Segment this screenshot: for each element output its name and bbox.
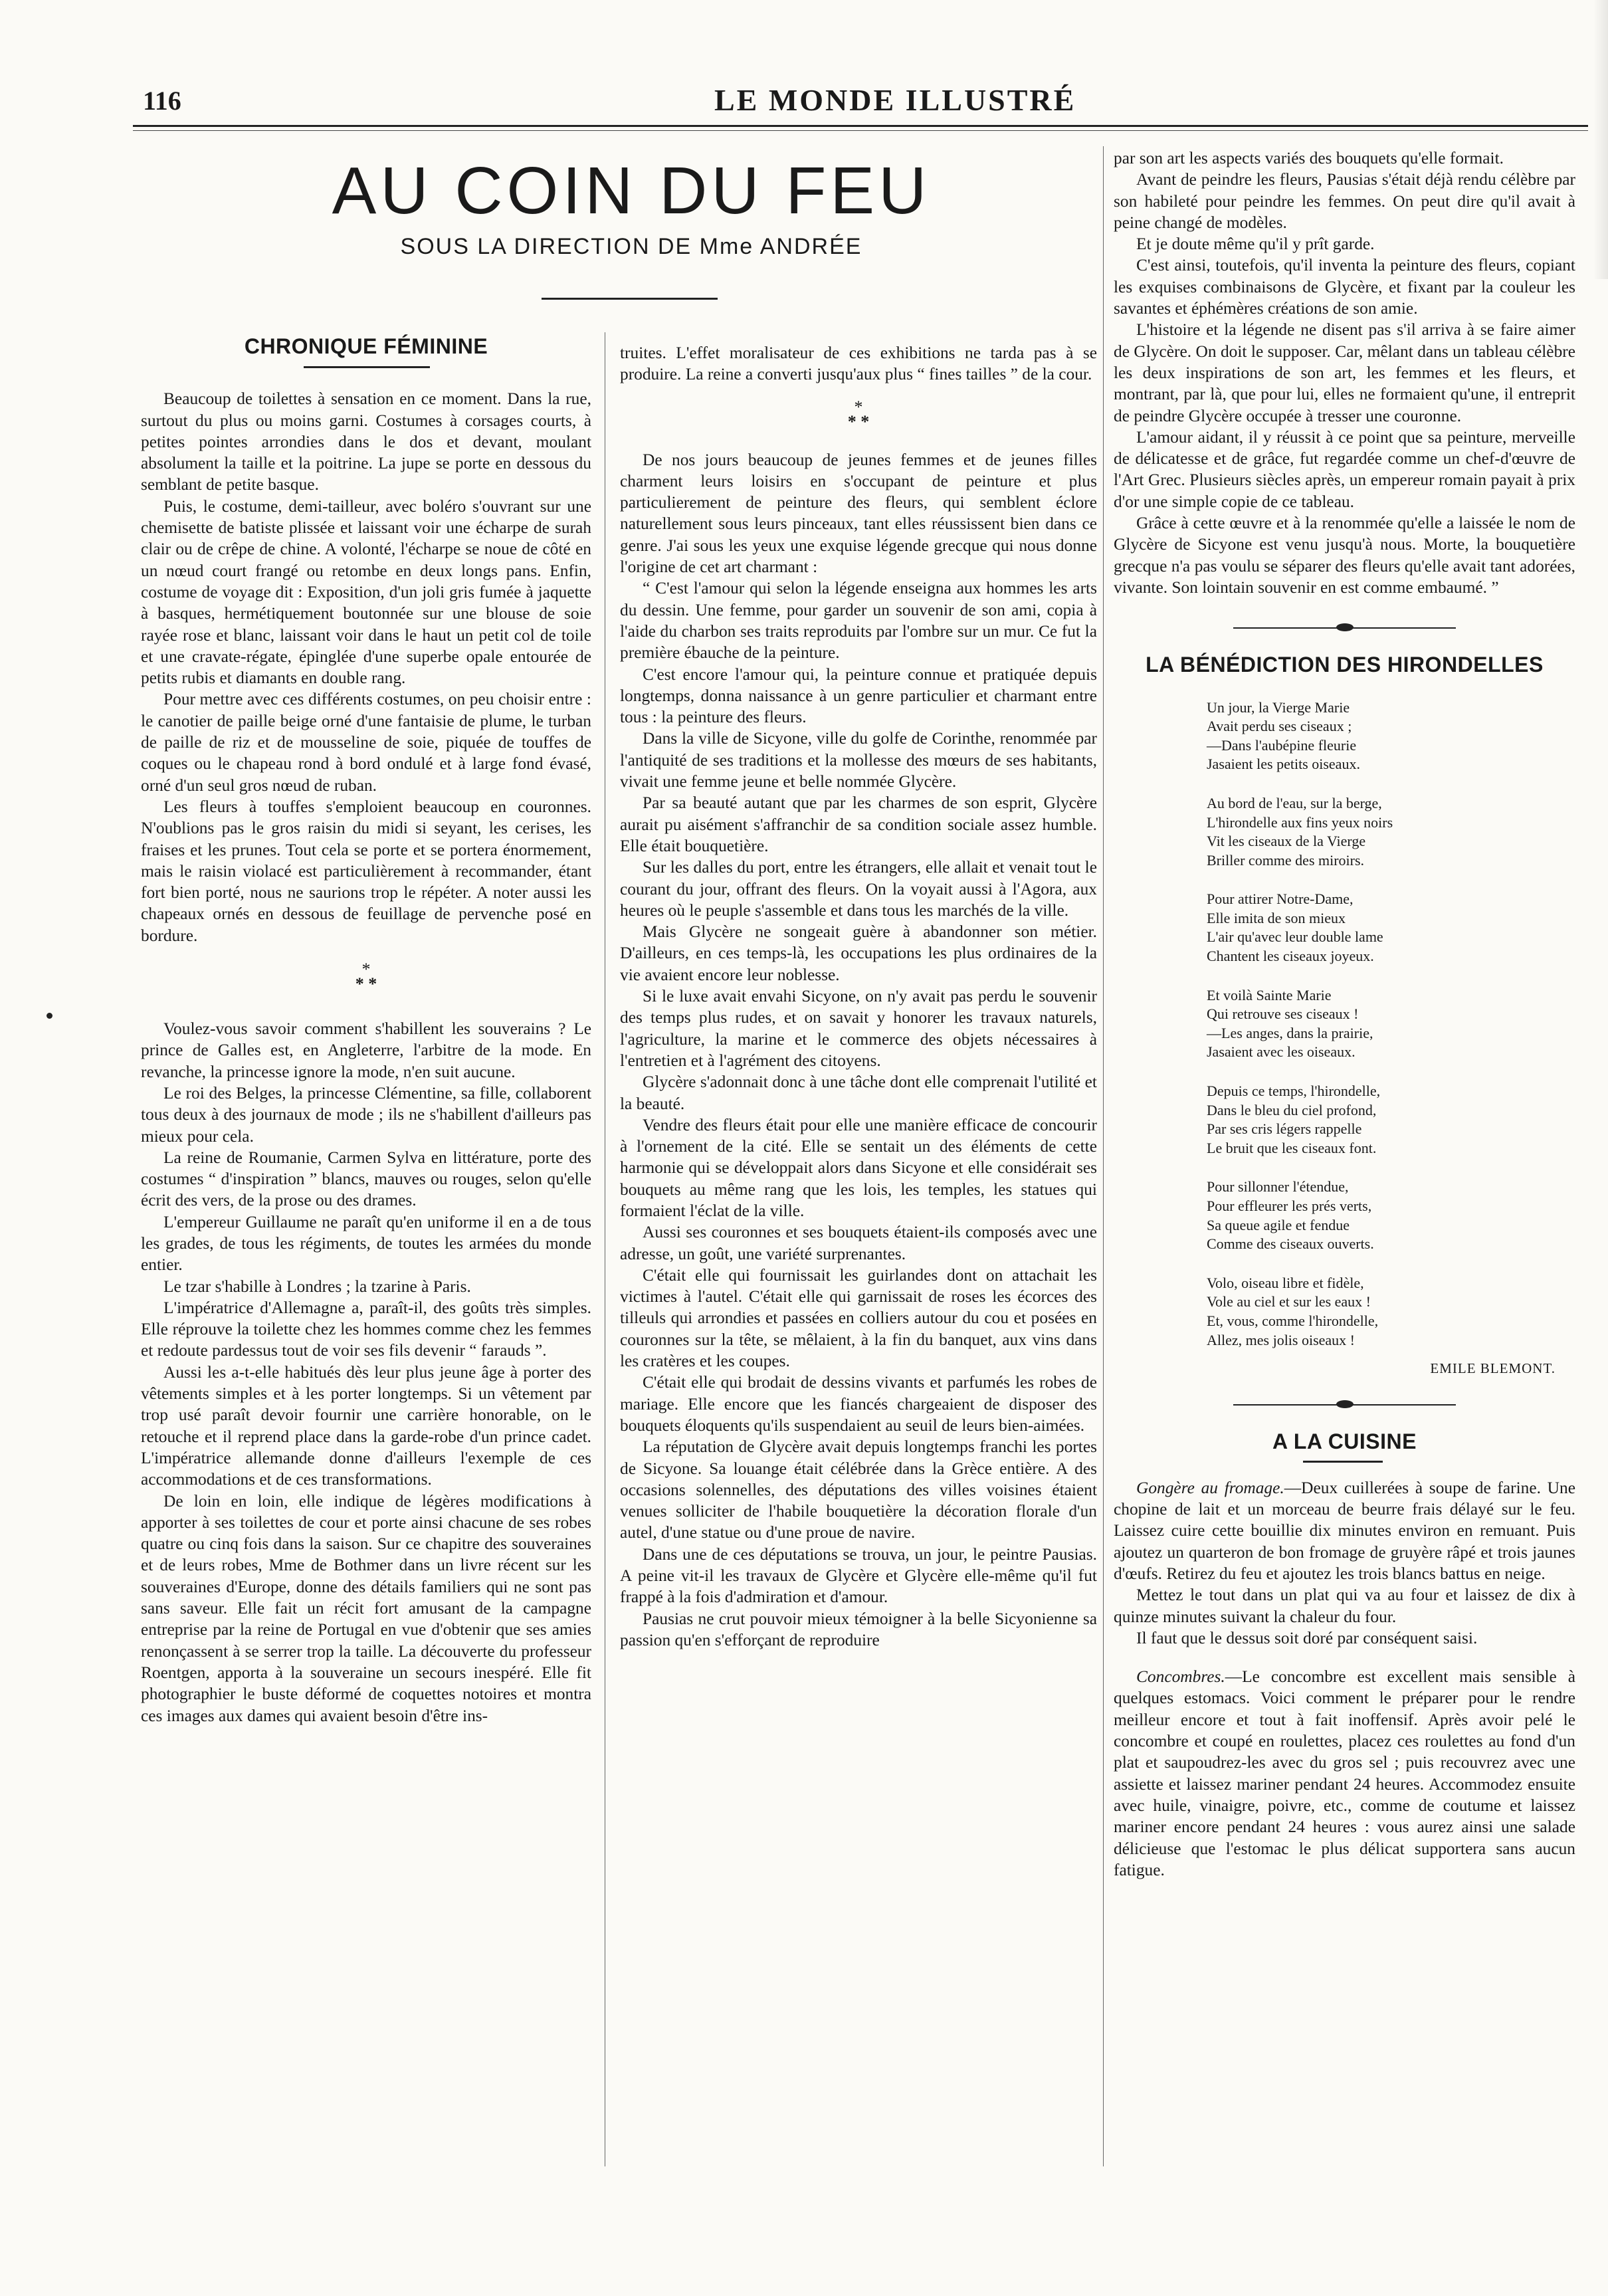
recipe-gougere-text: —Deux cuillerées à soupe de farine. Une chopine de lait et un morceau de beurre frais délayé sur le feu. Laissez cuire cette bouillie dix minutes environ en remuant. Puis ajoutez un quarteron de bon fromage de gruyère râpé et trois jaunes d'œufs. Retirez du feu et ajoutez les trois blancs battus en neige. <box>1114 1478 1575 1583</box>
cuisine-heading: A LA CUISINE <box>1272 1429 1417 1454</box>
poem-stanza <box>1207 1178 1575 1253</box>
poem-stanza <box>1207 1082 1575 1158</box>
paragraph: Vendre des fleurs était pour elle une manière efficace de concourir à l'ornement de la cité. Elle se sentait un des éléments de cette harmonie qui se développait alors dans Sicyone et elle considérait ses bouquets au même rang que les lois, les temples, les statues qui formaient l'éclat de la ville. <box>620 1115 1097 1220</box>
poem <box>1207 698 1575 1350</box>
chronique-col3 <box>1114 148 1575 598</box>
paragraph: C'est encore l'amour qui, la peinture connue et pratiquée depuis longtemps, donna naissance à un genre particulier et charmant entre tous : la peinture des fleurs. <box>620 665 1097 727</box>
poem-line: Pour effleurer les prés verts, <box>1207 1198 1372 1214</box>
poem-line: Jasaient les petits oiseaux. <box>1207 756 1360 773</box>
paragraph: La reine de Roumanie, Carmen Sylva en littérature, porte des costumes “ d'inspiration ” blancs, mauves ou rouges, selon qu'elle écrit des vers, de la prose ou des drames. <box>141 1148 591 1210</box>
paragraph: Le tzar s'habille à Londres ; la tzarine à Paris. <box>163 1277 471 1296</box>
subtitle-rule <box>542 298 718 300</box>
recipe-gougere-title: Gongère au fromage. <box>1136 1478 1284 1497</box>
paragraph: Sur les dalles du port, entre les étrangers, elle allait et venait tout le courant du jour, offrant des fleurs. On la voyait aussi à l'Agora, aux heures où le peuple s'assemble et dans tous les marchés de la ville. <box>620 858 1097 920</box>
paragraph: Aussi ses couronnes et ses bouquets étaient-ils composés avec une adresse, un goût, une variété surprenantes. <box>620 1223 1097 1263</box>
separator-stars-pair <box>620 411 1097 431</box>
poem-line: Et, vous, comme l'hirondelle, <box>1207 1312 1379 1329</box>
poem-line: Dans le bleu du ciel profond, <box>1207 1101 1377 1118</box>
poem-line: Depuis ce temps, l'hirondelle, <box>1207 1083 1381 1100</box>
poem-line: Au bord de l'eau, sur la berge, <box>1207 794 1382 811</box>
paragraph: L'empereur Guillaume ne paraît qu'en uniforme il en a de tous les grades, de tous les régiments, de toutes les armées du monde entier. <box>141 1212 591 1275</box>
paragraph: Pour mettre avec ces différents costumes, on peu choisir entre : le canotier de paille beige orné d'une fantaisie de plume, le turban de paille de riz et de mousseline de soie, piquée de touffes de coques ou le chapeau rond à bord ondulé et à large fond évasé, orné d'un seul gros nœud de ruban. <box>141 690 591 795</box>
recipe-concombres <box>1114 1666 1575 1881</box>
poem-line: L'hirondelle aux fins yeux noirs <box>1207 813 1393 831</box>
poem-line: —Les anges, dans la prairie, <box>1207 1024 1373 1041</box>
paragraph: Voulez-vous savoir comment s'habillent les souverains ? Le prince de Galles est, en Angleterre, l'arbitre de la mode. En revanche, la princesse ignore la mode, n'en suit aucune. <box>141 1019 591 1081</box>
poem-line: Jasaient avec les oiseaux. <box>1207 1043 1356 1061</box>
page-edge-shadow <box>1593 0 1608 279</box>
header-rule-thin <box>133 130 1588 131</box>
chronique-heading-rule <box>304 366 430 368</box>
paragraph: La réputation de Glycère avait depuis longtemps franchi les portes de Sicyone. Sa louange était célébrée dans la Grèce entière. A des occasions solennelles, des députations des villes voisines étaient venues solliciter de l'habile bouquetière la décoration florale d'un autel, d'une statue ou d'une proue de navire. <box>620 1437 1097 1542</box>
ornament-divider-2 <box>1114 1398 1575 1411</box>
separator-stars-1 <box>141 960 591 994</box>
column-1 <box>141 336 591 1726</box>
poem-author: EMILE BLEMONT. <box>1430 1360 1556 1377</box>
poem-line: Vit les ciseaux de la Vierge <box>1207 833 1366 850</box>
paragraph: L'amour aidant, il y réussit à ce point que sa peinture, merveille de délicatesse et de grâce, fut regardée comme un chef-d'œuvre de l'Art Grec. Plusieurs siècles après, un empereur romain payait à prix d'or une simple copie de ce tableau. <box>1114 427 1575 511</box>
paragraph: C'est ainsi, toutefois, qu'il inventa la peinture des fleurs, copiant les exquises combinaisons de Glycère, et fixant par la couleur les savantes et éphémères créations de son amie. <box>1114 256 1575 318</box>
recipe-gougere <box>1114 1477 1575 1584</box>
separator-star: * <box>847 411 856 431</box>
chronique-heading: CHRONIQUE FÉMININE <box>244 334 488 358</box>
cuisine-heading-rule <box>1303 1461 1383 1463</box>
paragraph: Avant de peindre les fleurs, Pausias s'était déjà rendu célèbre par son habileté pour peindre les femmes. On peut dire qu'il avait à peine changé de modèles. <box>1114 170 1575 232</box>
poem-line: Le bruit que les ciseaux font. <box>1207 1139 1377 1156</box>
paragraph: Les fleurs à touffes s'emploient beaucoup en couronnes. N'oublions pas le gros raisin du midi si seyant, les cerises, les fraises et les prunes. Tout cela se porte et se portera énormement, mais le raisin violacé est particulièrement à recommander, étant fort bien porté, nous ne saurions trop le répéter. A noter aussi les chapeaux ornés en dessous de feuillage de pervenche posé en bordure. <box>141 797 591 945</box>
paragraph: Dans la ville de Sicyone, ville du golfe de Corinthe, renommée par l'antiquité de ses traditions et la mollesse des mœurs de ses habitants, vivait une femme jeune et belle nommée Glycère. <box>620 729 1097 791</box>
poem-stanza <box>1207 794 1575 870</box>
separator-star: * <box>361 960 371 980</box>
recipe-concombres-text: —Le concombre est excellent mais sensible à quelques estomacs. Voici comment le préparer pour le rendre meilleur encore et tout à fait inoffensif. Après avoir pelé le concombre et coupé en roulettes, placez ces roulettes au fond d'un plat et saupoudrez-les avec du gros sel ; puis recouvrez avec une assiette et laissez mariner pendant 24 heures. Accommodez ensuite avec huile, vinaigre, poivre, etc., comme de coutume et laissez mariner encore pendant 24 heures : vous aurez ainsi une salade délicieuse que l'estomac le plus délicat supportera sans aucun fatigue. <box>1114 1667 1575 1879</box>
paragraph: Par sa beauté autant que par les charmes de son esprit, Glycère aurait pu aisément s'affranchir de sa condition sociale assez humble. Elle était bouquetière. <box>620 793 1097 855</box>
poem-line: Elle imita de son mieux <box>1207 909 1346 926</box>
separator-star: * <box>854 397 863 417</box>
separator-star: * <box>368 974 377 994</box>
page-number: 116 <box>143 86 181 116</box>
poem-line: Et voilà Sainte Marie <box>1207 986 1332 1003</box>
benediction-heading: LA BÉNÉDICTION DES HIRONDELLES <box>1146 653 1544 677</box>
paragraph: Pausias ne crut pouvoir mieux témoigner à la belle Sicyonienne sa passion qu'en s'efforçant de reproduire <box>620 1609 1097 1649</box>
paragraph: “ C'est l'amour qui selon la légende enseigna aux hommes les arts du dessin. Une femme, pour garder un souvenir de son ami, copia à l'aide du charbon ses traits reproduits par l'ombre sur un mur. Ce fut la première ébauche de la peinture. <box>620 579 1097 663</box>
paragraph: Beaucoup de toilettes à sensation en ce moment. Dans la rue, surtout du plus ou moins garni. Costumes à corsages courts, à petites pointes arrondies dans le dos et devant, moulant absolument la taille et la poitrine. La jupe se porte en dessous du semblant de petite basque. <box>141 389 591 494</box>
paragraph: Et je doute même qu'il y prît garde. <box>1136 235 1375 254</box>
paragraph: De nos jours beaucoup de jeunes femmes et de jeunes filles charment leurs loisirs en s'occupant de peinture et plus particulierement de peinture des fleurs, qui semblent éclore naturellement sous leurs pinceaux, tant elles réussissent bien dans ce genre. J'ai sous les yeux une exquise légende grecque qui nous donne l'origine de cet art charmant : <box>620 450 1097 577</box>
chronique-col2-part1 <box>620 342 1097 385</box>
stray-mark <box>47 1013 52 1019</box>
paragraph: par son art les aspects variés des bouquets qu'elle formait. <box>1114 149 1504 167</box>
paragraph: Grâce à cette œuvre et à la renommée qu'elle a laissée le nom de Glycère de Sicyone est venu jusqu'à nous. Morte, la bouquetière grecque n'a pas voulu se séparer des fleurs qu'elle avait tant adorées, vivante. Son lointain souvenir en est comme embaumé. ” <box>1114 514 1575 597</box>
poem-stanza <box>1207 1274 1575 1350</box>
paragraph: Mettez le tout dans un plat qui va au four et laissez de dix à quinze minutes suivant la chaleur du four. <box>1114 1586 1575 1626</box>
paragraph: Dans une de ces députations se trouva, un jour, le peintre Pausias. A peine vit-il les travaux de Glycère et Glycère elle-même qu'il fut frappé à la fois d'admiration et d'amour. <box>620 1544 1097 1607</box>
paragraph: Si le luxe avait envahi Sicyone, on n'y avait pas perdu le souvenir des temps plus rudes, et on savait y honorer les travaux naturels, l'agriculture, la marine et le commerce des objets nécessaires à l'entretien et à l'agrément des citoyens. <box>620 987 1097 1070</box>
paragraph: Aussi les a-t-elle habitués dès leur plus jeune âge à porter des vêtements simples et à les porter longtemps. Si un vêtement par trop usé paraît devoir fournir une carrière honorable, on le retouche et il reprend place dans la garde-robe d'un prince cadet. L'impératrice allemande donne d'ailleurs l'exemple de ces accommodations et de ces transformations. <box>141 1362 591 1489</box>
paragraph: C'était elle qui brodait de dessins vivants et parfumés les robes de mariage. Elle encore que les fiancés chargeaient de disposer des bouquets éloquents qu'ils suspendaient au seuil de leurs bien-aimées. <box>620 1373 1097 1435</box>
paragraph: Mais Glycère ne songeait guère à abandonner son métier. D'ailleurs, en ces temps-là, les occupations les plus ordinaires de la vie avaient encore leur noblesse. <box>620 922 1097 984</box>
poem-line: Par ses cris légers rappelle <box>1207 1120 1362 1138</box>
separator-stars-pair <box>141 974 591 994</box>
poem-stanza <box>1207 698 1575 774</box>
recipe-gougere-more <box>1114 1584 1575 1649</box>
poem-line: Avait perdu ses ciseaux ; <box>1207 718 1352 735</box>
paragraph: Glycère s'adonnait donc à une tâche dont elle comprenait l'utilité et la beauté. <box>620 1073 1097 1113</box>
paragraph: Puis, le costume, demi-tailleur, avec boléro s'ouvrant sur une chemisette de batiste plissée et laissant voir une écharpe de surah clair ou de crêpe de chine. A volonté, l'écharpe se noue de côté en un nœud court frangé ou retombe en deux longs pans. Enfin, costume de voyage dit : Exposition, d'un joli gris fumée à jaquette à basques, hermétiquement boutonnée sur une blouse de soie rayée rose et blanc, laissant voir dans le haut un petit col de toile et une cravate-régate, épinglée d'une superbe opale entourée de petits rubis et diamants en double rang. <box>141 496 591 688</box>
paragraph: Le roi des Belges, la princesse Clémentine, sa fille, collaborent tous deux à des journaux de mode ; ils ne s'habillent d'ailleurs pas mieux pour cela. <box>141 1083 591 1146</box>
poem-line: Sa queue agile et fendue <box>1207 1216 1350 1233</box>
poem-line: Pour sillonner l'étendue, <box>1207 1178 1349 1196</box>
paragraph: L'histoire et la légende ne disent pas s'il arriva à se faire aimer de Glycère. On doit le supposer. Car, mêlant dans un tableau célèbre les deux inspirations de son art, les femmes et les fleurs, et montrant, par là, que pour lui, elles ne formaient qu'une, il entreprit de peindre Glycère occupée à tresser une couronne. <box>1114 320 1575 425</box>
poem-line: Chantent les ciseaux joyeux. <box>1207 948 1374 965</box>
poem-line: Qui retrouve ses ciseaux ! <box>1207 1005 1359 1023</box>
paragraph: truites. L'effet moralisateur de ces exhibitions ne tarda pas à se produire. La reine a converti jusqu'aux plus “ fines tailles ” de la cour. <box>620 344 1097 384</box>
paragraph: Il faut que le dessus soit doré par conséquent saisi. <box>1136 1628 1478 1647</box>
poem-line: Comme des ciseaux ouverts. <box>1207 1235 1374 1253</box>
poem-line: Pour attirer Notre-Dame, <box>1207 890 1354 908</box>
column-rule-2 <box>1103 146 1104 2166</box>
poem-line: Briller comme des miroirs. <box>1207 851 1365 869</box>
recipe-concombres-title: Concombres. <box>1136 1667 1225 1687</box>
ornament-divider-1 <box>1114 621 1575 634</box>
chronique-col1-part2 <box>141 1018 591 1726</box>
separator-stars-2 <box>620 397 1097 431</box>
poem-line: Un jour, la Vierge Marie <box>1207 698 1350 716</box>
poem-line: Vole au ciel et sur les eaux ! <box>1207 1293 1371 1310</box>
column-2 <box>620 342 1097 1651</box>
poem-stanza <box>1207 986 1575 1062</box>
poem-line: Volo, oiseau libre et fidèle, <box>1207 1274 1364 1291</box>
paragraph: C'était elle qui fournissait les guirlandes dont on attachait les victimes à l'autel. C'était elle qui garnissait de roses les écorces des tilleuls qui arrondies et passées en colliers autour du cou et posées en couronnes sur la tête, se mêlaient, à la fin du banquet, aux vins dans les cratères et les coupes. <box>620 1265 1097 1371</box>
poem-line: L'air qu'avec leur double lame <box>1207 928 1383 946</box>
poem-stanza <box>1207 890 1575 966</box>
separator-star: * <box>860 411 870 431</box>
masthead: LE MONDE ILLUSTRÉ <box>714 83 1076 117</box>
paragraph: De loin en loin, elle indique de légères modifications à apporter à ses toilettes de cour et porte ainsi chacune de ses robes quatre ou cinq fois dans la saison. Sur ce chapitre des souveraines et de leurs robes, Mme de Bothmer dans un livre récent sur les souveraines d'Europe, donne des détails familiers qui ne sont pas sans saveur. Elle fait un récit fort amusant de la campagne entreprise par la reine de Portugal en vue d'obtenir que ses amies renonçassent à se serrer trop la taille. La découverte du professeur Roentgen, apporta à la souveraine un secours inespéré. Elle fit photographier le buste déformé de coquettes notoires et montra ces images aux dames qui avaient besoin d'être ins- <box>141 1491 591 1725</box>
paragraph: L'impératrice d'Allemagne a, paraît-il, des goûts très simples. Elle réprouve la toilette chez les hommes comme chez les femmes et redoute pardessus tout de voir ses fils devenir “ farauds ”. <box>141 1298 591 1360</box>
poem-line: —Dans l'aubépine fleurie <box>1207 736 1357 754</box>
feature-subtitle: SOUS LA DIRECTION DE Mme ANDRÉE <box>400 234 862 259</box>
feature-title: AU COIN DU FEU <box>332 154 931 228</box>
poem-line: Allez, mes jolis oiseaux ! <box>1207 1331 1356 1348</box>
chronique-col2-part2 <box>620 449 1097 1651</box>
chronique-col1-part1 <box>141 388 591 946</box>
separator-star: * <box>355 974 364 994</box>
header-rule <box>133 125 1588 127</box>
column-3 <box>1114 148 1575 1881</box>
